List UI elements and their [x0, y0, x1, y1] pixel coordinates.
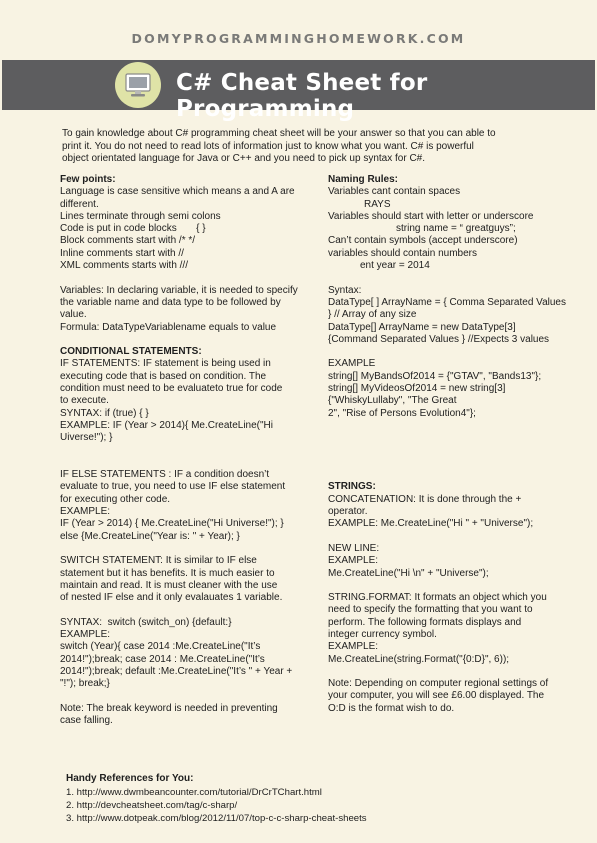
variables-line: the variable name and data type to be followed by — [60, 296, 281, 308]
naming-line: Variables cant contain spaces — [328, 186, 461, 198]
strings-heading: STRINGS: — [328, 481, 376, 493]
if-else-line: else {Me.CreateLine("Year is: " + Year); } — [60, 530, 240, 542]
variables-line: value. — [60, 309, 87, 321]
reference-link[interactable]: 3. http://www.dotpeak.com/blog/2012/11/07/top-c-c-sharp-cheat-sheets — [66, 813, 367, 824]
switch-syntax-line: "!"); break;} — [60, 678, 110, 690]
if-else-line: for executing other code. — [60, 493, 171, 505]
reference-link[interactable]: 1. http://www.dwmbeancounter.com/tutorial/DrCrTChart.html — [66, 787, 322, 798]
few-points-line: Code is put in code blocks { } — [60, 223, 206, 235]
syntax-line: DataType[ ] ArrayName = { Comma Separated Values — [328, 296, 566, 308]
if-else-line: IF (Year > 2014) { Me.CreateLine("Hi Universe!"); } — [60, 518, 284, 530]
switch-line: statement but it has benefits. It is much easier to — [60, 567, 275, 579]
if-line: IF STATEMENTS: IF statement is being used in — [60, 358, 271, 370]
if-line: SYNTAX: if (true) { } — [60, 407, 149, 419]
intro-paragraph — [62, 128, 542, 166]
if-line: to execute. — [60, 395, 109, 407]
conditional-heading: CONDITIONAL STATEMENTS: — [60, 346, 202, 358]
example-line: EXAMPLE — [328, 358, 376, 370]
concat-line: operator. — [328, 506, 368, 518]
regional-note-line: O:D is the format wish to do. — [328, 702, 455, 714]
switch-line: SWITCH STATEMENT: It is similar to IF else — [60, 555, 257, 567]
few-points-line: Lines terminate through semi colons — [60, 210, 221, 222]
intro-line: To gain knowledge about C# programming cheat sheet will be your answer so that you can able to — [62, 128, 496, 139]
syntax-line: {Command Separated Values } //Expects 3 values — [328, 333, 550, 345]
syntax-line: } // Array of any size — [328, 309, 417, 321]
regional-note-line: Note: Depending on computer regional settings of — [328, 678, 549, 690]
note-line: case falling. — [60, 715, 113, 727]
format-line: STRING.FORMAT: It formats an object which you — [328, 592, 547, 604]
concat-line: EXAMPLE: Me.CreateLine("Hi " + "Universe"); — [328, 518, 534, 530]
few-points-line: Inline comments start with // — [60, 247, 184, 259]
naming-heading: Naming Rules: — [328, 174, 399, 185]
if-line: EXAMPLE: IF (Year > 2014){ Me.CreateLine("Hi — [60, 419, 274, 431]
switch-syntax-line: 2014!");break; case 2014 : Me.CreateLine("It’s — [60, 653, 265, 665]
variables-line: Variables: In declaring variable, it is needed to specify — [60, 284, 298, 296]
if-line: condition must need to be evaluateto true for code — [60, 383, 283, 395]
format-line: Me.CreateLine(string.Format("{0:D}", 6)); — [328, 653, 510, 665]
computer-monitor-icon — [115, 62, 161, 108]
if-else-line: EXAMPLE: — [60, 506, 111, 518]
left-column — [60, 174, 318, 727]
few-points-heading: Few points: — [60, 174, 116, 185]
title-banner — [2, 60, 595, 122]
right-column — [328, 174, 590, 715]
references-list — [66, 786, 546, 825]
format-line: need to specify the formatting that you want to — [328, 604, 533, 616]
example-line: string[] MyVideosOf2014 = new string[3] — [328, 383, 506, 395]
concat-line: CONCATENATION: It is done through the + — [328, 493, 522, 505]
syntax-line: Syntax: — [328, 284, 362, 296]
references-section — [66, 772, 546, 825]
few-points-line: XML comments starts with /// — [60, 260, 188, 272]
regional-note-line: your computer, you will see £6.00 displayed. The — [328, 690, 545, 702]
few-points-line: different. — [60, 198, 99, 210]
naming-line: ent year = 2014 — [360, 260, 430, 272]
syntax-line: DataType[] ArrayName = new DataType[3] — [328, 321, 516, 333]
switch-syntax-line: EXAMPLE: — [60, 628, 111, 640]
naming-line: RAYS — [364, 198, 391, 210]
if-else-line: evaluate to true, you need to use IF else statement — [60, 481, 286, 493]
switch-syntax-line: switch (Year){ case 2014 :Me.CreateLine("It’s — [60, 641, 261, 653]
few-points-line: Block comments start with /* */ — [60, 235, 196, 247]
switch-syntax-line: 2014!");break; default :Me.CreateLine("It’s " + Year + — [60, 665, 293, 677]
example-line: 2", "Rise of Persons Evolution4"}; — [328, 407, 476, 419]
newline-line: EXAMPLE: — [328, 555, 379, 567]
naming-line: string name = “ greatguys”; — [396, 223, 516, 235]
if-else-line: IF ELSE STATEMENTS : IF a condition doesn’t — [60, 469, 270, 481]
switch-syntax-line: SYNTAX: switch (switch_on) {default:} — [60, 616, 232, 628]
format-line: integer currency symbol. — [328, 628, 437, 640]
page-title: C# Cheat Sheet for Programming — [176, 70, 428, 122]
intro-line: object orientated language for Java or C++ and you need to pick up syntax for C#. — [62, 153, 426, 164]
intro-line: print it. You do not need to read lots of information just to know what you want. C# is powerful — [62, 140, 474, 152]
if-line: executing code that is based on condition. The — [60, 370, 267, 382]
newline-line: Me.CreateLine("Hi \n" + "Universe"); — [328, 567, 489, 579]
newline-line: NEW LINE: — [328, 542, 380, 554]
references-heading: Handy References for You: — [66, 773, 194, 784]
format-line: perform. The following formats displays and — [328, 616, 522, 628]
reference-link[interactable]: 2. http://devcheatsheet.com/tag/c-sharp/ — [66, 800, 238, 811]
format-line: EXAMPLE: — [328, 641, 379, 653]
site-name: DOMYPROGRAMMINGHOMEWORK.COM — [131, 31, 466, 46]
switch-line: maintain and read. It is must cleaner with the use — [60, 579, 278, 591]
naming-line: Can’t contain symbols (accept underscore) — [328, 235, 518, 247]
few-points-line: Language is case sensitive which means a and A are — [60, 186, 295, 198]
variables-line: Formula: DataTypeVariablename equals to value — [60, 321, 277, 333]
switch-line: of nested IF else and it only evalauates 1 variable. — [60, 592, 283, 604]
if-line: Uiverse!"); } — [60, 432, 113, 444]
naming-line: variables should contain numbers — [328, 247, 477, 259]
note-line: Note: The break keyword is needed in preventing — [60, 702, 278, 714]
example-line: {"WhiskyLullaby", "The Great — [328, 395, 457, 407]
naming-line: Variables should start with letter or underscore — [328, 210, 534, 222]
example-line: string[] MyBandsOf2014 = {"GTAV", "Bands13"}; — [328, 370, 542, 382]
